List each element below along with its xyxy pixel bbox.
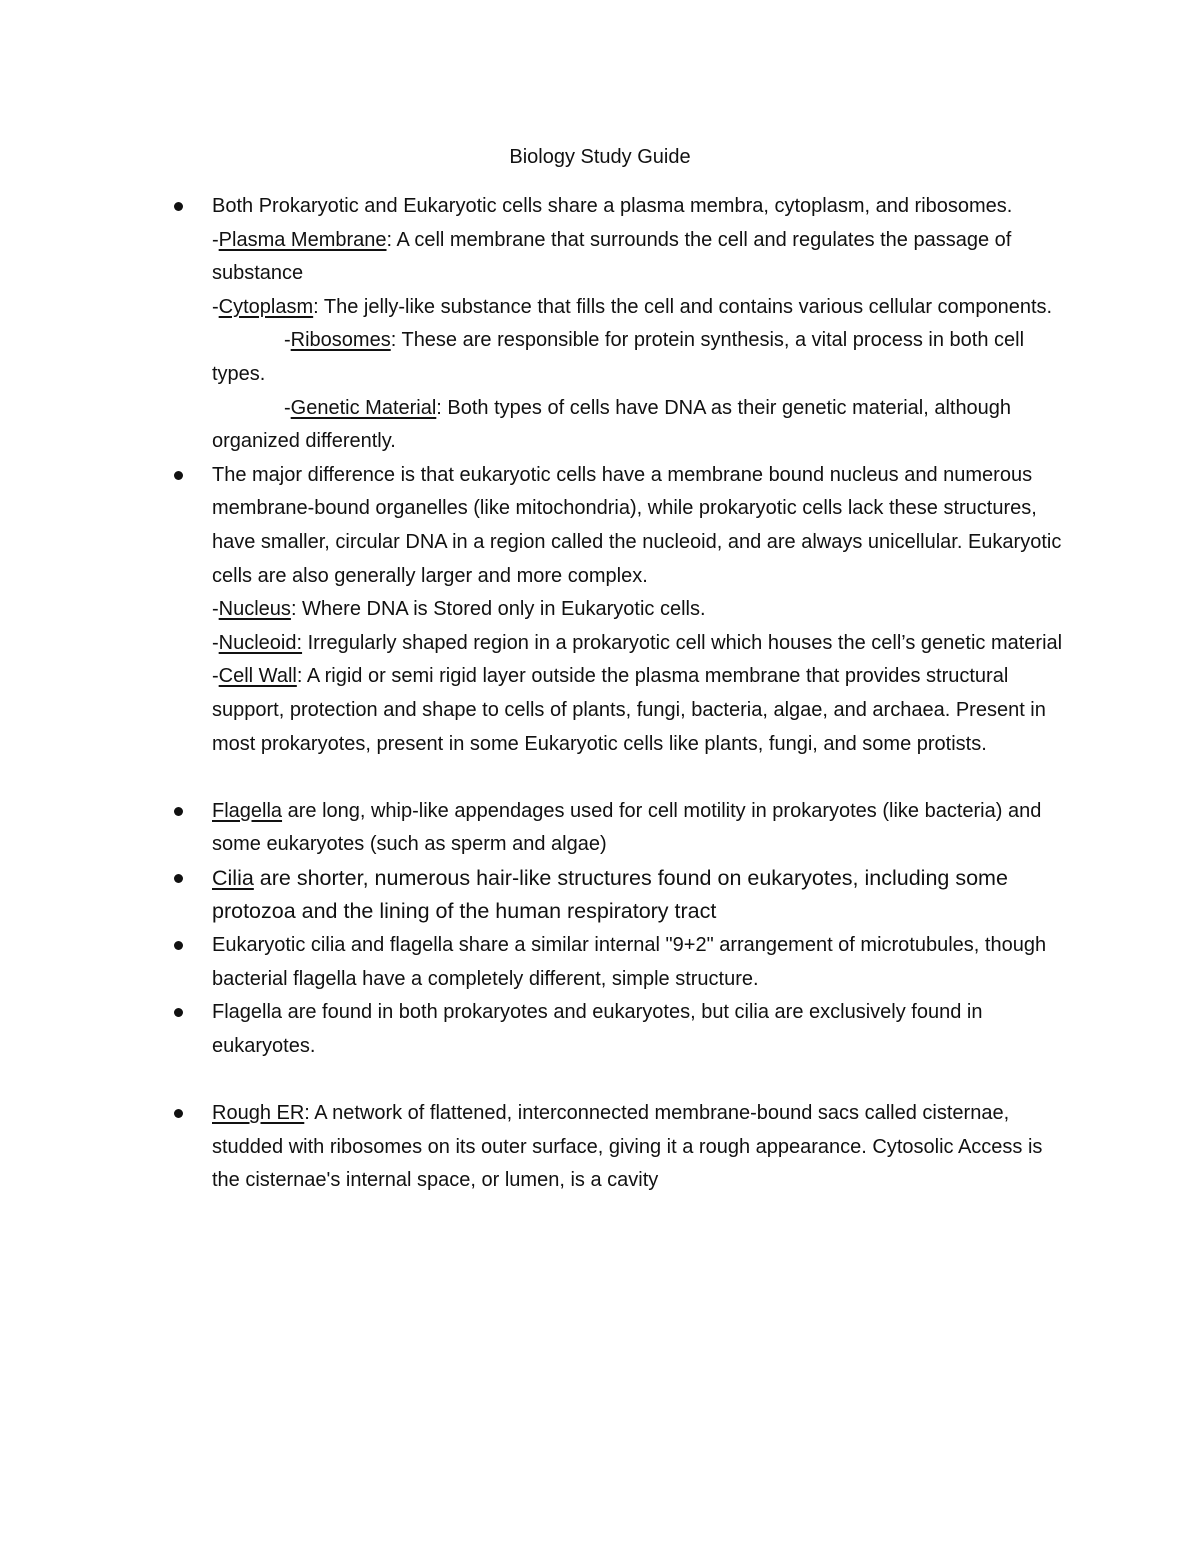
genetic-material-definition: : Both types of cells have DNA as their genetic material, although organized differently. [212, 396, 1012, 453]
bullet-flagella [212, 795, 1072, 862]
nucleus-definition: : Where DNA is Stored only in Eukaryotic cells. [290, 598, 706, 621]
bullet-arrangement [212, 929, 1072, 996]
bullet-rough-er [212, 1097, 1072, 1198]
major-difference-text: The major difference is that eukaryotic cells have a membrane bound nucleus and numerous membrane-bound organelles (like mitochondria), while prokaryotic cells lack these structures, have smaller, circular DNA in a region called the nucleoid, and are always unicellular. Eukaryotic cells are also generally larger and more complex. [212, 463, 1062, 587]
bullet-icon [174, 471, 183, 480]
rough-er-term: Rough ER [212, 1102, 305, 1125]
plasma-membrane-term: Plasma Membrane [218, 228, 387, 251]
bullet-cilia [212, 862, 1072, 929]
found-text: Flagella are found in both prokaryotes and eukaryotes, but cilia are exclusively found in eukaryotes. [212, 1001, 983, 1057]
ribosomes-term: Ribosomes [290, 329, 391, 352]
bullet-icon [174, 874, 183, 883]
bullet-icon [174, 941, 183, 950]
genetic-material-line: -Genetic Material: Both types of cells have DNA as their genetic material, although organized differently. [212, 396, 1012, 453]
nucleoid-term: Nucleoid: [218, 631, 303, 654]
document-body [212, 190, 1072, 1198]
bullet-icon [174, 1008, 183, 1017]
cytoplasm-term: Cytoplasm [218, 295, 314, 318]
cell-wall-definition: : A rigid or semi rigid layer outside the plasma membrane that provides structural support, protection and shape to cells of plants, fungi, bacteria, algae, and archaea. Present in most prokaryotes, present in some Eukaryotic cells like plants, fungi, and some protists. [212, 665, 1046, 755]
bullet-icon [174, 1109, 183, 1118]
cilia-definition: are shorter, numerous hair-like structures found on eukaryotes, including some protozoa and the lining of the human respiratory tract [212, 865, 1008, 924]
ribosomes-definition: : These are responsible for protein synthesis, a vital process in both cell types. [212, 329, 1025, 385]
cytoplasm-definition: : The jelly-like substance that fills the cell and contains various cellular components. [313, 295, 1053, 318]
arrangement-text: Eukaryotic cilia and flagella share a similar internal "9+2" arrangement of microtubules, though bacterial flagella have a completely different, simple structure. [212, 934, 1047, 990]
cytoplasm-line: -Cytoplasm: The jelly-like substance that fills the cell and contains various cellular components. [212, 295, 1053, 318]
flagella-definition: are long, whip-like appendages used for cell motility in prokaryotes (like bacteria) and some eukaryotes (such as sperm and algae) [212, 799, 1042, 856]
bullet-list [212, 190, 1072, 1198]
cell-wall-term: Cell Wall [218, 665, 297, 688]
nucleoid-definition: Irregularly shaped region in a prokaryotic cell which houses the cell’s genetic material [302, 631, 1063, 654]
paragraph-spacer [212, 761, 1072, 795]
bullet-flagella-cilia-found [212, 996, 1072, 1063]
bullet-shared-structures [212, 190, 1072, 459]
nucleus-term: Nucleus [218, 598, 291, 621]
genetic-material-term: Genetic Material [290, 396, 437, 419]
bullet-icon [174, 807, 183, 816]
shared-structures-text: Both Prokaryotic and Eukaryotic cells share a plasma membra, cytoplasm, and ribosomes. [212, 195, 1013, 217]
plasma-membrane-line: -Plasma Membrane: A cell membrane that surrounds the cell and regulates the passage of substance [212, 228, 1012, 285]
ribosomes-line: -Ribosomes: These are responsible for protein synthesis, a vital process in both cell types. [212, 329, 1025, 385]
flagella-term: Flagella [212, 799, 283, 822]
document-title: Biology Study Guide [509, 146, 691, 168]
nucleus-line: -Nucleus: Where DNA is Stored only in Eukaryotic cells. [212, 598, 706, 621]
nucleoid-line: -Nucleoid: Irregularly shaped region in a prokaryotic cell which houses the cell’s genetic material [212, 631, 1063, 654]
plasma-membrane-definition: : A cell membrane that surrounds the cell and regulates the passage of substance [212, 228, 1012, 285]
paragraph-spacer [212, 1063, 1072, 1097]
rough-er-definition: : A network of flattened, interconnected membrane-bound sacs called cisternae, studded with ribosomes on its outer surface, giving it a rough appearance. Cytosolic Access is the cisternae's internal space, or lumen, is a cavity [212, 1102, 1043, 1192]
bullet-icon [174, 202, 183, 211]
cell-wall-line: -Cell Wall: A rigid or semi rigid layer outside the plasma membrane that provides structural support, protection and shape to cells of plants, fungi, bacteria, algae, and archaea. Present in most prokaryotes, present in some Eukaryotic cells like plants, fungi, and some protists. [212, 665, 1046, 755]
cilia-term: Cilia [212, 865, 254, 890]
bullet-major-difference [212, 459, 1072, 761]
